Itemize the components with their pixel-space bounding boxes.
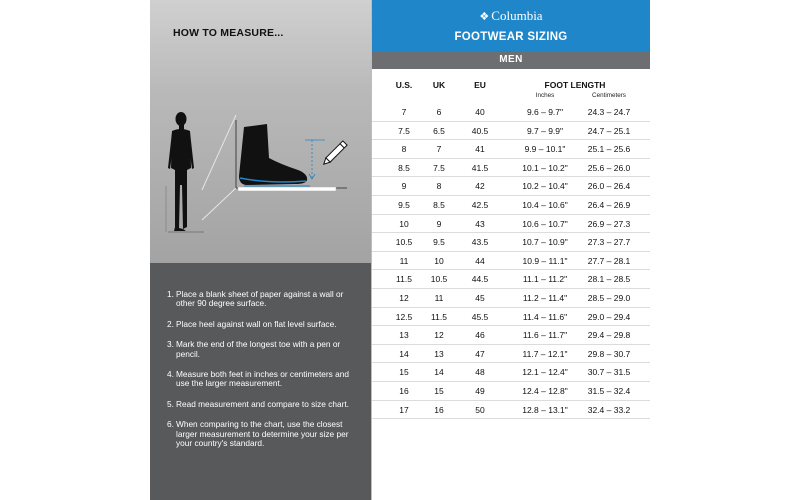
instruction-steps bbox=[167, 290, 362, 459]
table-row: 8 7 41 9.9 – 10.1" 25.1 – 25.6 bbox=[372, 140, 650, 159]
table-row: 15 14 48 12.1 – 12.4" 30.7 – 31.5 bbox=[372, 363, 650, 382]
table-row: 8.5 7.5 41.5 10.1 – 10.2" 25.6 – 26.0 bbox=[372, 159, 650, 178]
table-row: 9.5 8.5 42.5 10.4 – 10.6" 26.4 – 26.9 bbox=[372, 196, 650, 215]
table-row: 10.5 9.5 43.5 10.7 – 10.9" 27.3 – 27.7 bbox=[372, 233, 650, 252]
foot-silhouette-icon bbox=[239, 124, 310, 186]
how-to-measure-title: HOW TO MEASURE... bbox=[173, 27, 284, 39]
table-row: 13 12 46 11.6 – 11.7" 29.4 – 29.8 bbox=[372, 326, 650, 345]
instruction-step: 5. Read measurement and compare to size chart. bbox=[167, 398, 349, 409]
table-row: 12 11 45 11.2 – 11.4" 28.5 – 29.0 bbox=[372, 289, 650, 308]
instruction-step: 1. Place a blank sheet of paper against a wall or other 90 degree surface. bbox=[167, 289, 344, 309]
table-row: 9 8 42 10.2 – 10.4" 26.0 – 26.4 bbox=[372, 177, 650, 196]
col-subheader-cm: Centimeters bbox=[592, 92, 626, 99]
person-silhouette-icon bbox=[168, 112, 194, 231]
section-men: MEN bbox=[372, 51, 650, 69]
col-header-us: U.S. bbox=[395, 80, 413, 90]
col-header-eu: EU bbox=[474, 80, 486, 90]
table-row: 14 13 47 11.7 – 12.1" 29.8 – 30.7 bbox=[372, 345, 650, 364]
table-row: 7 6 40 9.6 – 9.7" 24.3 – 24.7 bbox=[372, 103, 650, 122]
brand-name: Columbia bbox=[491, 8, 543, 23]
table-row: 11.5 10.5 44.5 11.1 – 11.2" 28.1 – 28.5 bbox=[372, 270, 650, 289]
columbia-diamond-icon: ❖ bbox=[479, 11, 490, 23]
table-row: 11 10 44 10.9 – 11.1" 27.7 – 28.1 bbox=[372, 252, 650, 271]
instruction-step: 2. Place heel against wall on flat level surface. bbox=[167, 318, 337, 329]
table-row: 10 9 43 10.6 – 10.7" 26.9 – 27.3 bbox=[372, 215, 650, 234]
size-table bbox=[372, 103, 650, 419]
table-row: 17 16 50 12.8 – 13.1" 32.4 – 33.2 bbox=[372, 401, 650, 420]
col-header-foot-length: FOOT LENGTH bbox=[544, 80, 606, 90]
instruction-step: 6. When comparing to the chart, use the closest larger measurement to determine your size per your country's standard. bbox=[167, 419, 349, 449]
instruction-step: 3. Mark the end of the longest toe with a pen or pencil. bbox=[167, 339, 341, 359]
brand-header bbox=[372, 0, 650, 51]
measure-illustration bbox=[150, 60, 371, 263]
footwear-sizing-title: FOOTWEAR SIZING bbox=[454, 31, 568, 43]
table-row: 16 15 49 12.4 – 12.8" 31.5 – 32.4 bbox=[372, 382, 650, 401]
pencil-icon bbox=[322, 141, 347, 166]
col-header-uk: UK bbox=[432, 80, 446, 90]
table-row: 7.5 6.5 40.5 9.7 – 9.9" 24.7 – 25.1 bbox=[372, 122, 650, 141]
brand-logo bbox=[372, 8, 650, 24]
table-row: 12.5 11.5 45.5 11.4 – 11.6" 29.0 – 29.4 bbox=[372, 308, 650, 327]
instruction-step: 4. Measure both feet in inches or centimeters and use the larger measurement. bbox=[167, 369, 349, 389]
col-subheader-inches: Inches bbox=[535, 92, 555, 99]
